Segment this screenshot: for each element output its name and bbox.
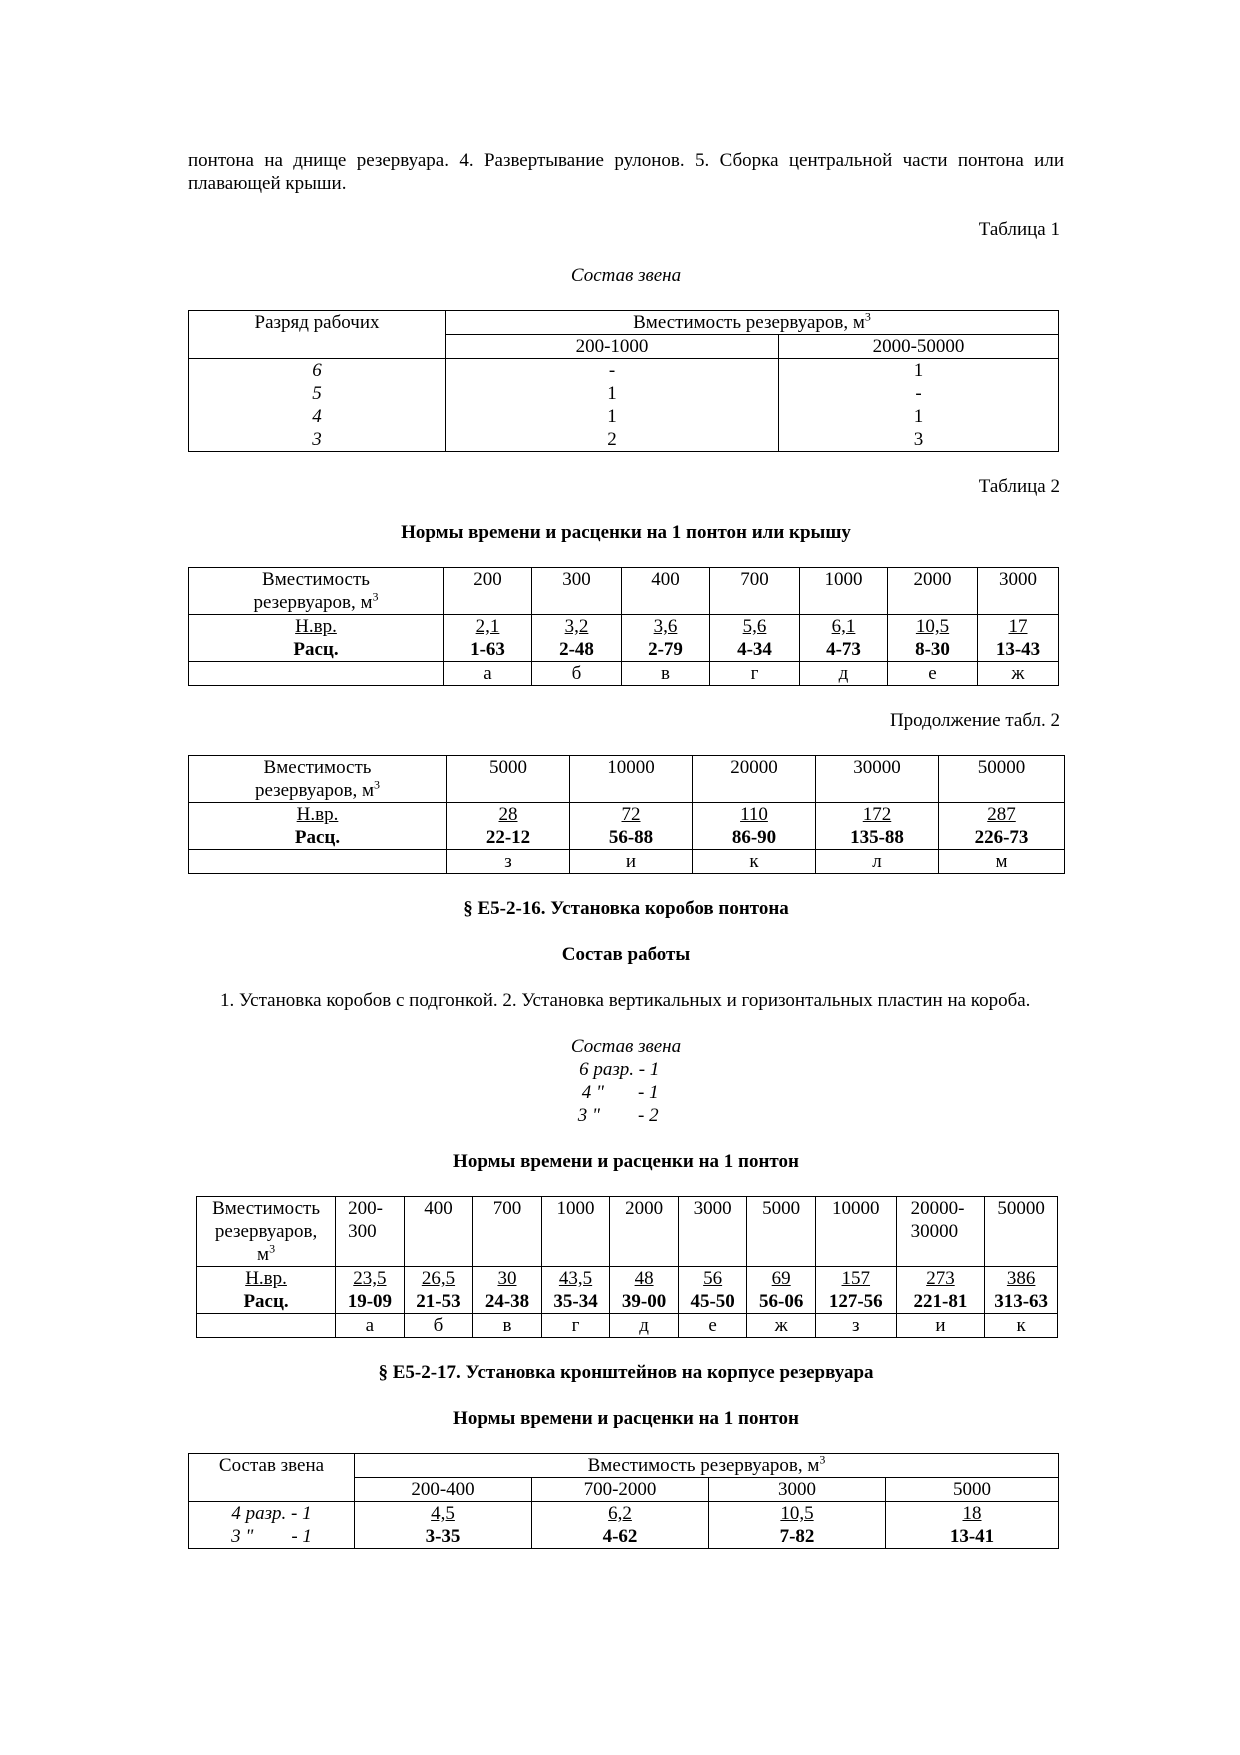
table1-grade: 3 (189, 428, 446, 452)
table2c-capacity: 10000 (570, 756, 693, 803)
crew-grade: 6 разр. (579, 1059, 634, 1080)
table3-norm-label: Н.вр. Расц. (197, 1267, 336, 1314)
table3-index: е (678, 1314, 747, 1338)
table2-norm-cell: 10,5 8-30 (888, 615, 978, 662)
table4-norm-cell: 4,5 3-35 (355, 1502, 532, 1549)
table1-cell: 2 (446, 428, 779, 452)
table3-index: д (610, 1314, 679, 1338)
table1-grade: 4 (189, 405, 446, 428)
table2c-index: к (693, 850, 816, 874)
table2c-capacity: 50000 (939, 756, 1065, 803)
table1-cell: - (779, 382, 1059, 405)
table3-index: з (815, 1314, 896, 1338)
table4-norm-row (189, 1502, 1059, 1549)
table2-norm-label: Н.вр. Расц. (189, 615, 444, 662)
table2-head-capacity: Вместимость резервуаров, $м^3$ (189, 568, 444, 615)
table1-cell: - (446, 359, 779, 383)
table2c-norm-label: Н.вр. Расц. (189, 803, 447, 850)
table3-capacity: 50000 (985, 1197, 1058, 1267)
table1-subhead-2: 2000-50000 (779, 335, 1059, 359)
table2c-index-empty (189, 850, 447, 874)
table4-head-capacity: Вместимость резервуаров, $м^3$ (355, 1454, 1059, 1478)
table2-capacity: 2000 (888, 568, 978, 615)
crew-count: - 1 (638, 1082, 659, 1103)
table2-index: г (710, 662, 800, 686)
table3-index: к (985, 1314, 1058, 1338)
table2 (188, 567, 1059, 686)
table4-crew-cell: 4 разр. - 1 3 " - 1 (189, 1502, 355, 1549)
table4-subhead: 3000 (709, 1478, 886, 1502)
table-row (189, 359, 1059, 383)
table4-subhead: 700-2000 (532, 1478, 709, 1502)
table-row (189, 382, 1059, 405)
table3-index: в (473, 1314, 542, 1338)
table1-grade: 6 (189, 359, 446, 383)
table2c-norm-cell: 110 86-90 (693, 803, 816, 850)
table3-head-capacity: Вместимость резервуаров, $м^3$ (197, 1197, 336, 1267)
table2-capacity: 400 (622, 568, 710, 615)
crew-grade: 3 " (577, 1105, 600, 1126)
table4-norm-cell: 18 13-41 (886, 1502, 1059, 1549)
table3-capacity: 5000 (747, 1197, 816, 1267)
table2-capacity: 700 (710, 568, 800, 615)
section16-crew-list (556, 1058, 696, 1127)
table1 (188, 310, 1059, 452)
crew-count: - 2 (638, 1105, 659, 1126)
table3-capacity-row (197, 1197, 1058, 1267)
document-page (188, 149, 1064, 1549)
table3-index: а (336, 1314, 405, 1338)
table1-cell: 1 (446, 382, 779, 405)
table2-capacity-row (189, 568, 1059, 615)
table2c-norm-cell: 287 226-73 (939, 803, 1065, 850)
table4-norm-cell: 6,2 4-62 (532, 1502, 709, 1549)
table4-head-crew: Состав звена (189, 1454, 355, 1502)
section16-work-text: 1. Установка коробов с подгонкой. 2. Установка вертикальных и горизонтальных пластин на короба. (220, 990, 1031, 1011)
table2c-norm-cell: 28 22-12 (447, 803, 570, 850)
table-row (189, 405, 1059, 428)
table2c-capacity: 5000 (447, 756, 570, 803)
section16-heading: § Е5-2-16. Установка коробов понтона (463, 898, 789, 919)
table2-norm-cell: 5,6 4-34 (710, 615, 800, 662)
table3-capacity: 400 (404, 1197, 473, 1267)
crew-row (556, 1058, 696, 1081)
crew-row (556, 1104, 696, 1127)
table2c-capacity: 30000 (816, 756, 939, 803)
table1-cell: 3 (779, 428, 1059, 452)
table2-index-row (189, 662, 1059, 686)
table3-index: г (541, 1314, 610, 1338)
table2-norm-row (189, 615, 1059, 662)
table1-label: Таблица 1 (978, 219, 1060, 240)
table2c-head-capacity: Вместимость резервуаров, $м^3$ (189, 756, 447, 803)
section16-norms-title: Нормы времени и расценки на 1 понтон (453, 1151, 799, 1172)
table3-norm-cell: 26,5 21-53 (404, 1267, 473, 1314)
table2-index: е (888, 662, 978, 686)
section16-work-title: Состав работы (561, 944, 691, 965)
table-row (189, 428, 1059, 452)
table2-index-empty (189, 662, 444, 686)
table2-norm-cell: 3,2 2-48 (532, 615, 622, 662)
table2-index: в (622, 662, 710, 686)
table3-norm-cell: 43,5 35-34 (541, 1267, 610, 1314)
crew-grade: 4 " (581, 1082, 604, 1103)
table2c-index-row (189, 850, 1065, 874)
crew-row (556, 1081, 696, 1104)
table3-capacity: 2000 (610, 1197, 679, 1267)
table3 (196, 1196, 1058, 1338)
table3-norm-cell: 157 127-56 (815, 1267, 896, 1314)
table2c-norm-row (189, 803, 1065, 850)
table3-norm-cell: 23,5 19-09 (336, 1267, 405, 1314)
table3-capacity: 700 (473, 1197, 542, 1267)
table3-index-row (197, 1314, 1058, 1338)
table2c-index: л (816, 850, 939, 874)
table2-cont-label: Продолжение табл. 2 (889, 710, 1060, 731)
table3-norm-cell: 386 313-63 (985, 1267, 1058, 1314)
table4-subhead: 200-400 (355, 1478, 532, 1502)
section17-heading: § Е5-2-17. Установка кронштейнов на корпусе резервуара (378, 1362, 874, 1383)
table2c-norm-cell: 72 56-88 (570, 803, 693, 850)
table2-norm-cell: 2,1 1-63 (444, 615, 532, 662)
table4 (188, 1453, 1059, 1549)
table2c-index: з (447, 850, 570, 874)
table2-index: ж (978, 662, 1059, 686)
table2-index: д (800, 662, 888, 686)
table3-capacity: 1000 (541, 1197, 610, 1267)
table1-cell: 1 (779, 359, 1059, 383)
table2-norm-cell: 6,1 4-73 (800, 615, 888, 662)
table3-norm-cell: 69 56-06 (747, 1267, 816, 1314)
table1-cell: 1 (779, 405, 1059, 428)
table3-capacity: 20000- 30000 (896, 1197, 985, 1267)
table3-capacity: 200- 300 (336, 1197, 405, 1267)
table3-index: ж (747, 1314, 816, 1338)
table2c-capacity: 20000 (693, 756, 816, 803)
crew-count: - 1 (638, 1059, 660, 1080)
table3-index: и (896, 1314, 985, 1338)
table3-capacity: 10000 (815, 1197, 896, 1267)
table1-grade: 5 (189, 382, 446, 405)
table4-norm-cell: 10,5 7-82 (709, 1502, 886, 1549)
table1-title: Состав звена (570, 265, 682, 286)
table3-norm-cell: 48 39-00 (610, 1267, 679, 1314)
intro-paragraph: понтона на днище резервуара. 4. Развертывание рулонов. 5. Сборка центральной части понтона или плавающей крыши. (188, 150, 1064, 194)
table3-index: б (404, 1314, 473, 1338)
table3-norm-cell: 56 45-50 (678, 1267, 747, 1314)
table1-head-grade: Разряд рабочих (189, 311, 446, 359)
table1-subhead-1: 200-1000 (446, 335, 779, 359)
table2c-index: м (939, 850, 1065, 874)
table2-continued (188, 755, 1065, 874)
table2-index: а (444, 662, 532, 686)
table2-norm-cell: 17 13-43 (978, 615, 1059, 662)
table3-norm-cell: 30 24-38 (473, 1267, 542, 1314)
table2-norm-cell: 3,6 2-79 (622, 615, 710, 662)
table3-index-empty (197, 1314, 336, 1338)
table2-title: Нормы времени и расценки на 1 понтон или крышу (401, 522, 851, 543)
table1-cell: 1 (446, 405, 779, 428)
table2-capacity: 3000 (978, 568, 1059, 615)
table2-capacity: 200 (444, 568, 532, 615)
section17-norms-title: Нормы времени и расценки на 1 понтон (453, 1408, 799, 1429)
table2-capacity: 1000 (800, 568, 888, 615)
table2c-norm-cell: 172 135-88 (816, 803, 939, 850)
table2-index: б (532, 662, 622, 686)
table2-label: Таблица 2 (978, 476, 1060, 497)
table4-subhead: 5000 (886, 1478, 1059, 1502)
table3-norm-row (197, 1267, 1058, 1314)
table3-capacity: 3000 (678, 1197, 747, 1267)
section16-crew-title: Состав звена (570, 1036, 682, 1057)
table3-norm-cell: 273 221-81 (896, 1267, 985, 1314)
table2c-index: и (570, 850, 693, 874)
table2-capacity: 300 (532, 568, 622, 615)
table2c-capacity-row (189, 756, 1065, 803)
table1-head-capacity: Вместимость резервуаров, $м^3$ (446, 311, 1059, 335)
